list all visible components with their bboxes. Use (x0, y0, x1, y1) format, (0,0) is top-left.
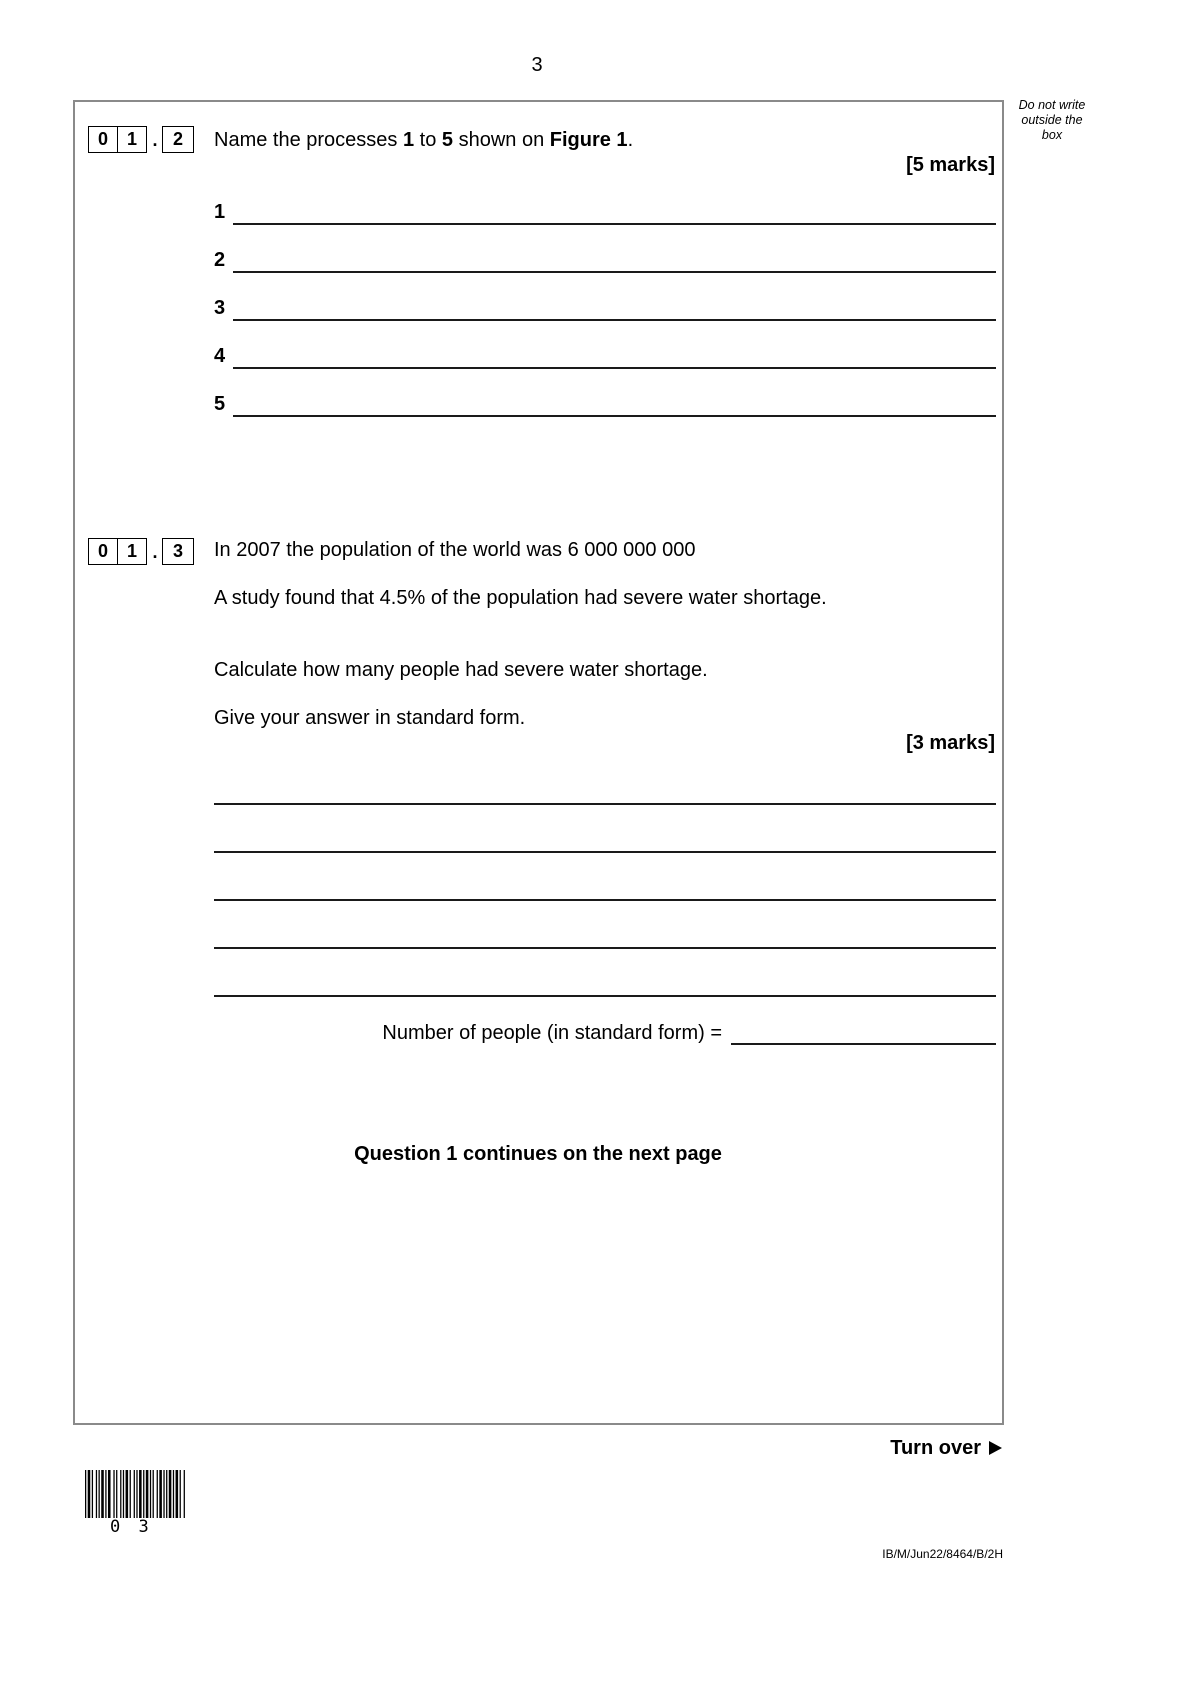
question-digit: 0 (88, 538, 118, 565)
question-digit: 1 (117, 126, 147, 153)
answer-label: 5 (214, 393, 226, 415)
barcode-bar (146, 1470, 149, 1518)
barcode-bar (130, 1470, 131, 1518)
continues-note: Question 1 continues on the next page (354, 1143, 722, 1165)
answer-line (233, 367, 996, 369)
marks-label: [3 marks] (906, 732, 995, 754)
answer-label: 2 (214, 249, 226, 271)
question-separator: . (152, 542, 158, 562)
prompt-text: Name the processes (214, 129, 403, 151)
question-digit: 2 (162, 126, 194, 153)
barcode (85, 1470, 185, 1518)
question-prompt (214, 129, 633, 151)
page-number: 3 (531, 54, 543, 76)
prompt-bold: 1 (402, 129, 415, 151)
question-separator: . (152, 130, 158, 150)
working-line (214, 995, 996, 997)
barcode-bar (173, 1470, 174, 1518)
barcode-bar (96, 1470, 97, 1518)
barcode-bar (123, 1470, 124, 1518)
barcode-number: 0 3 (110, 1517, 153, 1537)
prompt-bold: Figure 1 (549, 129, 628, 151)
final-answer-prompt: Number of people (in standard form) = (382, 1022, 722, 1044)
barcode-bar (101, 1470, 104, 1518)
barcode-bar (136, 1470, 137, 1518)
turn-over-text: Turn over (890, 1437, 981, 1459)
barcode-bar (163, 1470, 164, 1518)
barcode-bar (166, 1470, 167, 1518)
barcode-bar (113, 1470, 114, 1518)
prompt-text: to (414, 129, 442, 151)
barcode-bar (184, 1470, 185, 1518)
barcode-bar (143, 1470, 144, 1518)
answer-label: 1 (214, 201, 226, 223)
turn-over-label (890, 1437, 1002, 1459)
final-answer-line (731, 1043, 996, 1045)
question-number-01-3 (88, 538, 198, 566)
barcode-bar (159, 1470, 162, 1518)
question-digit: 3 (162, 538, 194, 565)
question-text-line: A study found that 4.5% of the population had severe water shortage. (214, 587, 827, 609)
question-text-line: Give your answer in standard form. (214, 707, 526, 729)
question-digit: 1 (117, 538, 147, 565)
barcode-bar (157, 1470, 158, 1518)
barcode-bar (116, 1470, 117, 1518)
working-line (214, 803, 996, 805)
answer-line (233, 415, 996, 417)
working-line (214, 899, 996, 901)
barcode-bar (126, 1470, 129, 1518)
barcode-bar (153, 1470, 154, 1518)
margin-note-line: box (1041, 128, 1063, 142)
barcode-bar (92, 1470, 93, 1518)
answer-line (233, 319, 996, 321)
paper-code: IB/M/Jun22/8464/B/2H (882, 1547, 1003, 1561)
answer-box-border (73, 100, 1004, 1425)
question-number-01-2 (88, 126, 198, 154)
answer-label: 4 (214, 345, 226, 367)
barcode-bar (108, 1470, 111, 1518)
margin-note-line: outside the (1021, 113, 1083, 127)
barcode-bar (150, 1470, 151, 1518)
answer-line (233, 223, 996, 225)
working-line (214, 947, 996, 949)
barcode-bar (169, 1470, 172, 1518)
question-text-line: Calculate how many people had severe water shortage. (214, 659, 708, 681)
prompt-text: shown on (453, 129, 550, 151)
barcode-bar (105, 1470, 106, 1518)
working-line (214, 851, 996, 853)
barcode-bar (176, 1470, 179, 1518)
prompt-text: . (627, 129, 634, 151)
answer-line (233, 271, 996, 273)
question-digit: 0 (88, 126, 118, 153)
barcode-bar (134, 1470, 135, 1518)
margin-note-line: Do not write (1018, 98, 1086, 112)
barcode-bar (139, 1470, 142, 1518)
barcode-bar (99, 1470, 100, 1518)
margin-note (1010, 98, 1094, 143)
answer-label: 3 (214, 297, 226, 319)
prompt-bold: 5 (441, 129, 454, 151)
barcode-bar (85, 1470, 86, 1518)
barcode-bar (180, 1470, 181, 1518)
question-text-line: In 2007 the population of the world was 6 000 000 000 (214, 539, 696, 561)
marks-label: [5 marks] (906, 154, 995, 176)
right-triangle-icon (989, 1441, 1002, 1455)
barcode-bar (120, 1470, 121, 1518)
barcode-bar (88, 1470, 91, 1518)
